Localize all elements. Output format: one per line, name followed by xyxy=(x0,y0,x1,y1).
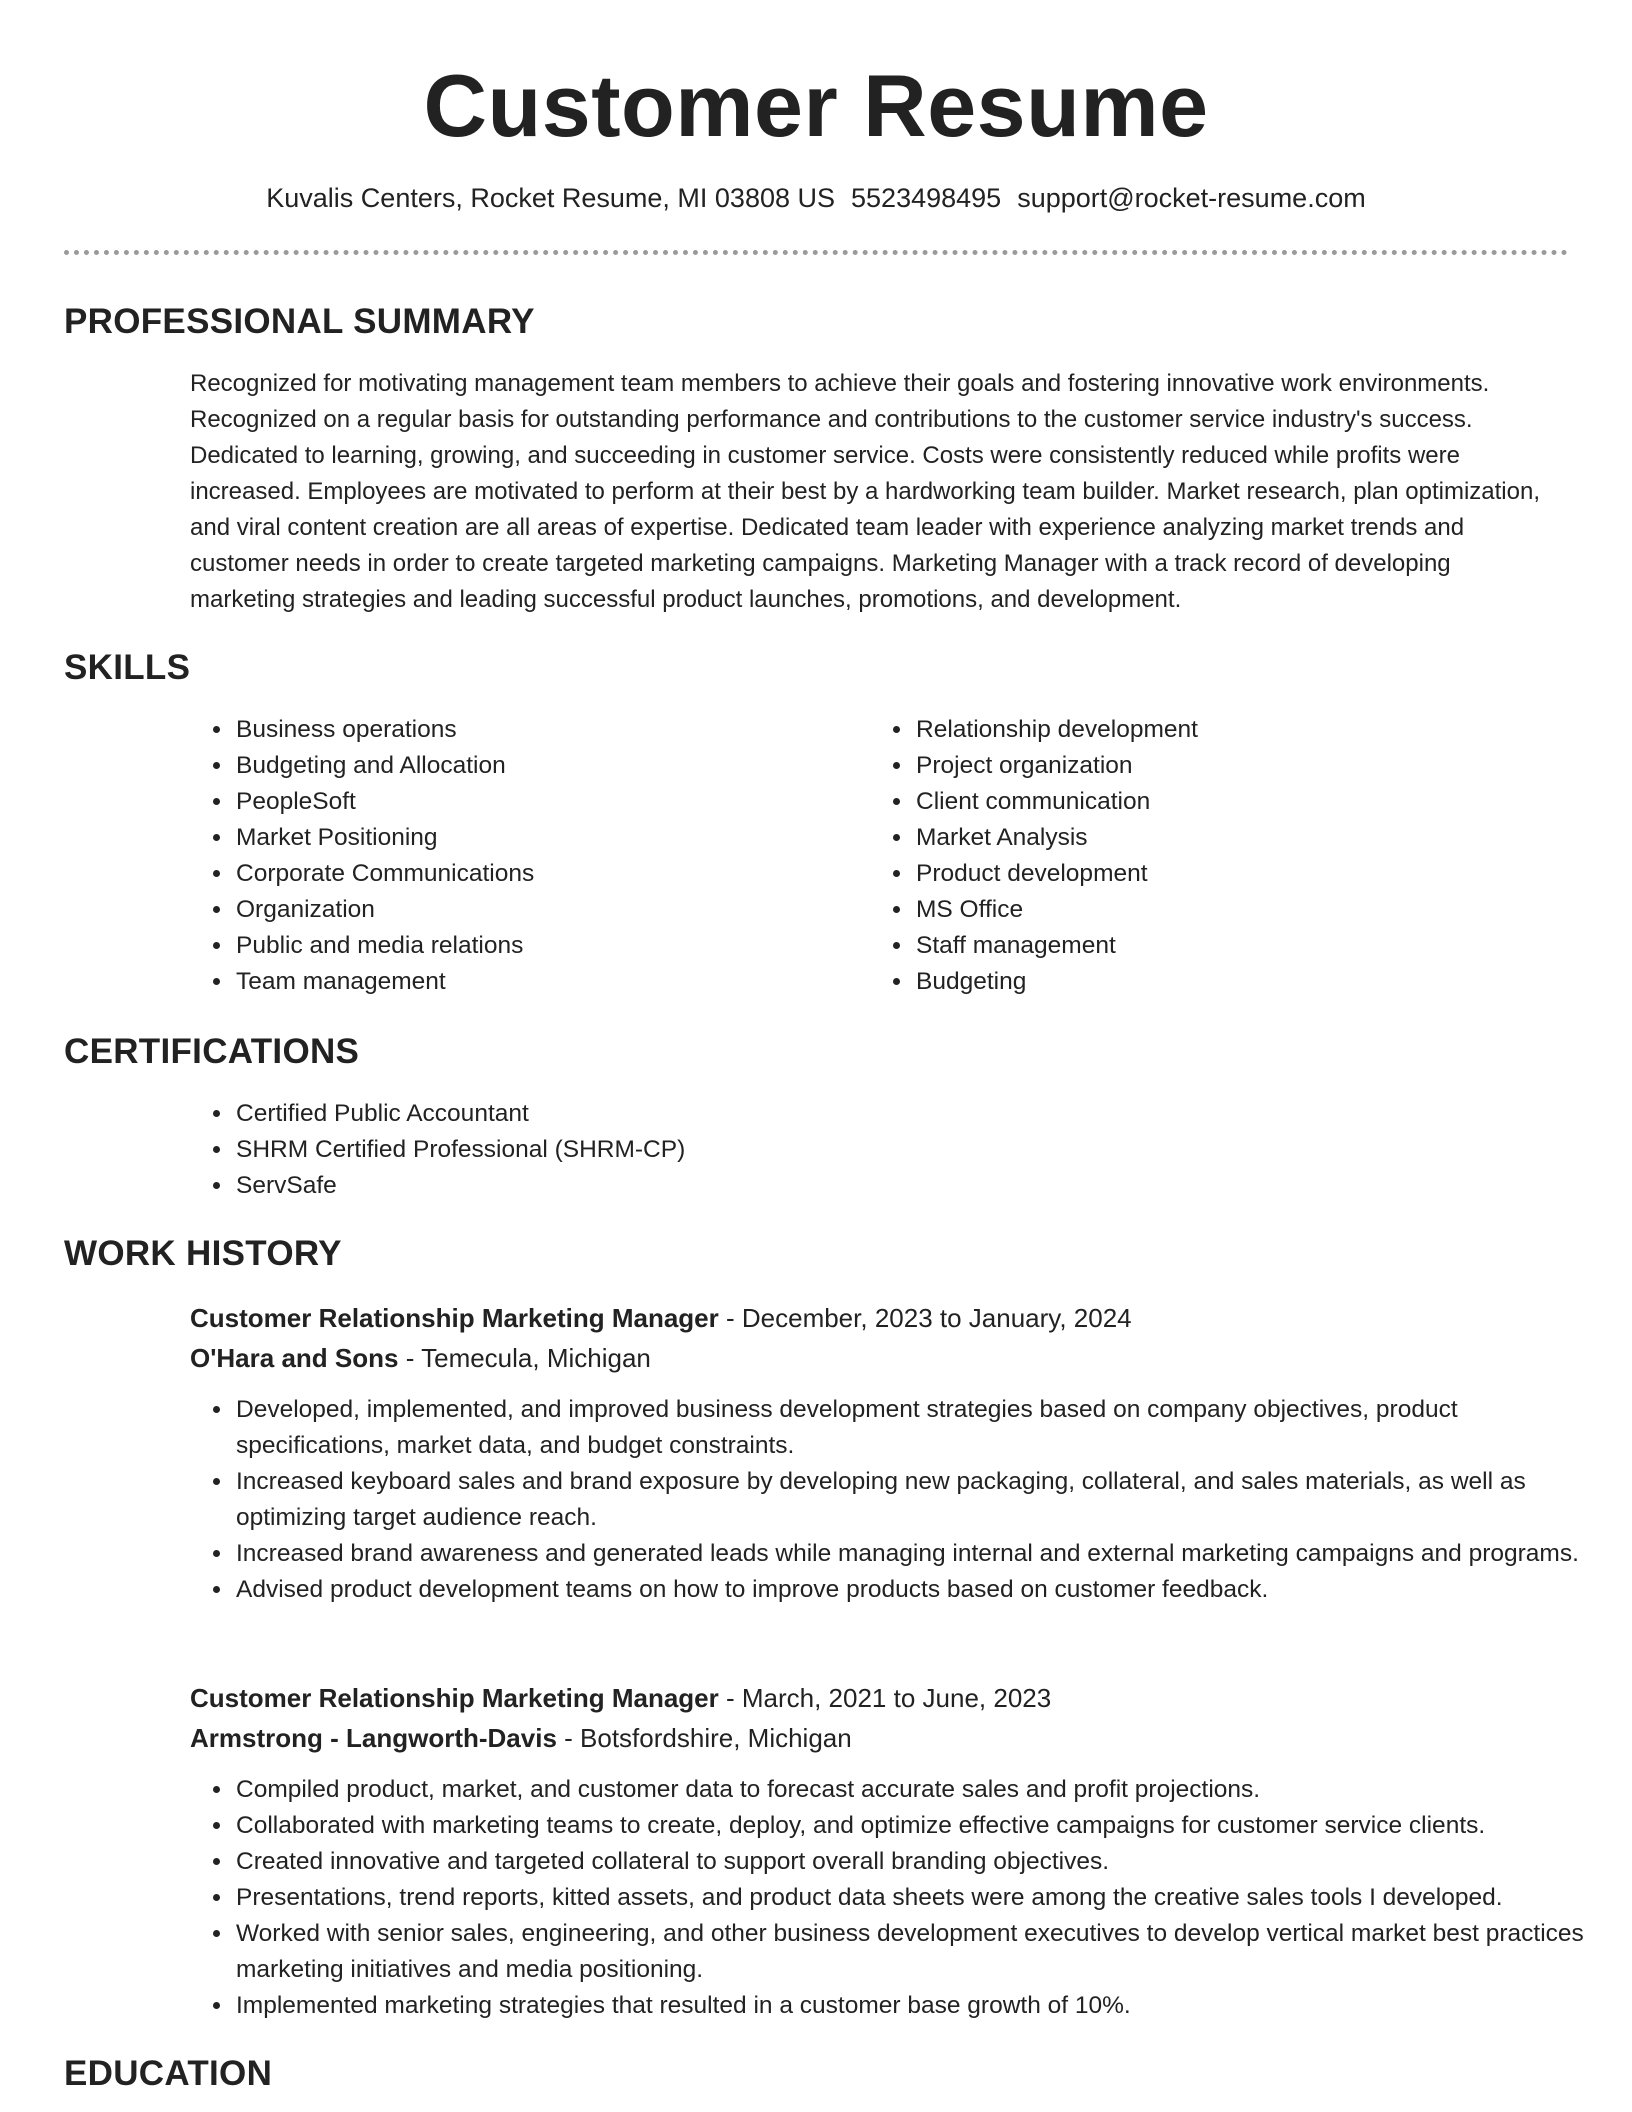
skill-item: • Relationship development xyxy=(914,712,1514,748)
skill-item: • Corporate Communications xyxy=(234,856,834,892)
skill-item: • MS Office xyxy=(914,892,1514,928)
job-company: Armstrong - Langworth-Davis xyxy=(190,1723,557,1753)
job-bullet: • Implemented marketing strategies that resulted in a customer base growth of 10%. xyxy=(234,1988,1604,2024)
skill-item: • Staff management xyxy=(914,928,1514,964)
work-history-heading: WORK HISTORY xyxy=(64,1234,342,1273)
summary-heading: PROFESSIONAL SUMMARY xyxy=(64,302,535,341)
skill-item: • Client communication xyxy=(914,784,1514,820)
certification-item: • ServSafe xyxy=(234,1168,1534,1204)
education-heading: EDUCATION xyxy=(64,2054,273,2093)
certification-item: • SHRM Certified Professional (SHRM-CP) xyxy=(234,1132,1534,1168)
job-company-line xyxy=(190,1338,651,1378)
job-bullet: • Compiled product, market, and customer data to forecast accurate sales and profit projections. xyxy=(234,1772,1604,1808)
job-bullet: • Developed, implemented, and improved business development strategies based on company objectives, product specifications, market data, and budget constraints. xyxy=(234,1392,1604,1464)
contact-address: Kuvalis Centers, Rocket Resume, MI 03808 US xyxy=(266,183,836,213)
job-company-line xyxy=(190,1718,852,1758)
skills-heading: SKILLS xyxy=(64,648,191,687)
header-divider xyxy=(64,250,1568,255)
job-bullet: • Increased brand awareness and generated leads while managing internal and external marketing campaigns and programs. xyxy=(234,1536,1604,1572)
job-bullet: • Collaborated with marketing teams to create, deploy, and optimize effective campaigns for customer service clients. xyxy=(234,1808,1604,1844)
job-company: O'Hara and Sons xyxy=(190,1343,399,1373)
contact-line xyxy=(0,180,1632,216)
skills-list-left xyxy=(192,712,834,1000)
contact-phone: 5523498495 xyxy=(851,183,1002,213)
skill-item: • Organization xyxy=(234,892,834,928)
skill-item: • Project organization xyxy=(914,748,1514,784)
job-bullet: • Advised product development teams on how to improve products based on customer feedback. xyxy=(234,1572,1604,1608)
job-bullet: • Presentations, trend reports, kitted assets, and product data sheets were among the creative sales tools I developed. xyxy=(234,1880,1604,1916)
job-location: - Botsfordshire, Michigan xyxy=(556,1723,852,1753)
certifications-list xyxy=(192,1096,1534,1204)
job-title: Customer Relationship Marketing Manager xyxy=(190,1303,719,1333)
resume-name: Customer Resume xyxy=(423,56,1209,155)
skill-item: • Public and media relations xyxy=(234,928,834,964)
job-title-line xyxy=(190,1298,1132,1338)
job-bullets xyxy=(192,1392,1604,1608)
certifications-heading: CERTIFICATIONS xyxy=(64,1032,360,1071)
job-bullet: • Created innovative and targeted collateral to support overall branding objectives. xyxy=(234,1844,1604,1880)
summary-text: Recognized for motivating management team members to achieve their goals and fostering innovative work environments. Recognized on a regular basis for outstanding performance and contributions to the customer service industry's success. Dedicated to learning, growing, and succeeding in customer service. Costs were consistently reduced while profits were increased. Employees are motivated to perform at their best by a hardworking team builder. Market research, plan optimization, and viral content creation are all areas of expertise. Dedicated team leader with experience analyzing market trends and customer needs in order to create targeted marketing campaigns. Marketing Manager with a track record of developing marketing strategies and leading successful product launches, promotions, and development. xyxy=(190,370,1540,613)
skill-item: • Team management xyxy=(234,964,834,1000)
job-bullet: • Increased keyboard sales and brand exposure by developing new packaging, collateral, and sales materials, as well as optimizing target audience reach. xyxy=(234,1464,1604,1536)
certification-item: • Certified Public Accountant xyxy=(234,1096,1534,1132)
skill-item: • Business operations xyxy=(234,712,834,748)
job-bullets xyxy=(192,1772,1604,2024)
job-title-line xyxy=(190,1678,1051,1718)
skill-item: • Budgeting xyxy=(914,964,1514,1000)
job-dates: - December, 2023 to January, 2024 xyxy=(718,1303,1132,1333)
job-dates: - March, 2021 to June, 2023 xyxy=(718,1683,1052,1713)
skills-list-right xyxy=(872,712,1514,1000)
skill-item: • Budgeting and Allocation xyxy=(234,748,834,784)
job-title: Customer Relationship Marketing Manager xyxy=(190,1683,719,1713)
skill-item: • Market Positioning xyxy=(234,820,834,856)
job-bullet: • Worked with senior sales, engineering, and other business development executives to develop vertical market best practices marketing initiatives and media positioning. xyxy=(234,1916,1604,1988)
skill-item: • PeopleSoft xyxy=(234,784,834,820)
contact-email: support@rocket-resume.com xyxy=(1017,183,1366,213)
job-location: - Temecula, Michigan xyxy=(398,1343,651,1373)
skill-item: • Market Analysis xyxy=(914,820,1514,856)
skill-item: • Product development xyxy=(914,856,1514,892)
